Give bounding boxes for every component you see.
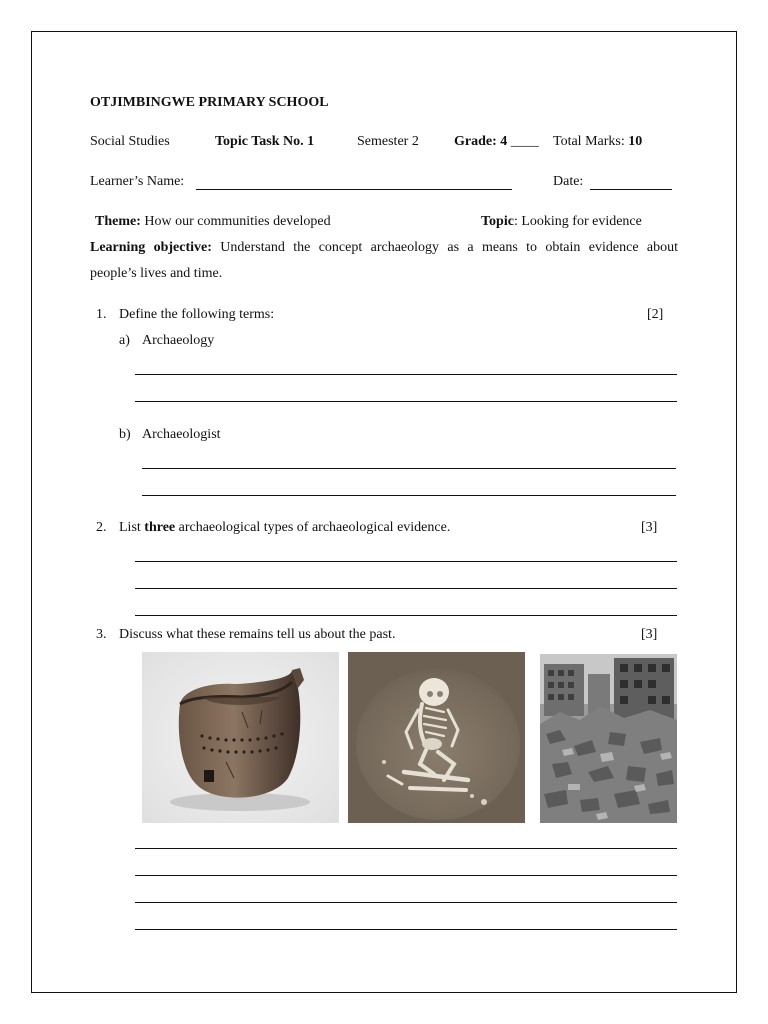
grade-label: Grade: 4 — [454, 134, 508, 149]
answer-line[interactable] — [135, 929, 677, 930]
answer-line[interactable] — [135, 875, 677, 876]
building-ruins-photo — [540, 654, 677, 823]
answer-line[interactable] — [135, 561, 677, 562]
q1-marks: [2] — [647, 307, 664, 322]
answer-line[interactable] — [135, 374, 677, 375]
objective-text-1: Understand the concept archaeology as a means to obtain evidence about — [211, 240, 679, 255]
objective-text-2: people’s lives and time. — [90, 266, 223, 281]
theme-label: Theme: — [95, 214, 141, 229]
theme-line — [95, 213, 331, 231]
q2-marks: [3] — [641, 520, 658, 535]
q1-number: 1. — [96, 307, 107, 322]
learner-name-line[interactable] — [196, 189, 512, 190]
grade-field — [454, 133, 539, 151]
answer-line[interactable] — [135, 588, 677, 589]
q1a-text: Archaeology — [142, 333, 215, 348]
q1b-label: b) — [119, 427, 131, 442]
answer-line[interactable] — [142, 468, 676, 469]
answer-line[interactable] — [135, 401, 677, 402]
answer-line[interactable] — [142, 495, 676, 496]
q1-text: Define the following terms: — [119, 307, 275, 322]
theme-text: How our communities developed — [140, 214, 331, 229]
total-marks-value: 10 — [628, 134, 643, 149]
semester-label: Semester 2 — [357, 134, 419, 149]
q3-number: 3. — [96, 627, 107, 642]
skeleton-burial-photo — [348, 652, 525, 823]
clay-pot-photo — [142, 652, 339, 823]
topic-line — [481, 213, 642, 231]
task-label: Topic Task No. 1 — [215, 134, 315, 149]
objective-label: Learning objective: — [90, 240, 212, 255]
answer-line[interactable] — [135, 902, 677, 903]
answer-line[interactable] — [135, 848, 677, 849]
q3-marks: [3] — [641, 627, 658, 642]
date-line[interactable] — [590, 189, 672, 190]
subject-label: Social Studies — [90, 134, 170, 149]
topic-label: Topic — [481, 214, 514, 229]
total-marks — [553, 133, 642, 151]
topic-text: : Looking for evidence — [513, 214, 642, 229]
q1b-text: Archaeologist — [142, 427, 221, 442]
answer-line[interactable] — [135, 615, 677, 616]
q2-text-pre: List — [119, 520, 145, 535]
q2-number: 2. — [96, 520, 107, 535]
total-marks-label: Total Marks: — [553, 134, 629, 149]
learner-name-label: Learner’s Name: — [90, 174, 185, 189]
q2-text-bold: three — [144, 520, 176, 535]
learning-objective — [90, 239, 678, 257]
q2-text-post: archaeological types of archaeological evidence. — [175, 520, 451, 535]
date-label: Date: — [553, 174, 584, 189]
q1a-label: a) — [119, 333, 130, 348]
q3-text: Discuss what these remains tell us about the past. — [119, 627, 396, 642]
grade-blank: ____ — [510, 134, 539, 149]
school-name: OTJIMBINGWE PRIMARY SCHOOL — [90, 95, 329, 110]
q2-text — [119, 519, 450, 537]
